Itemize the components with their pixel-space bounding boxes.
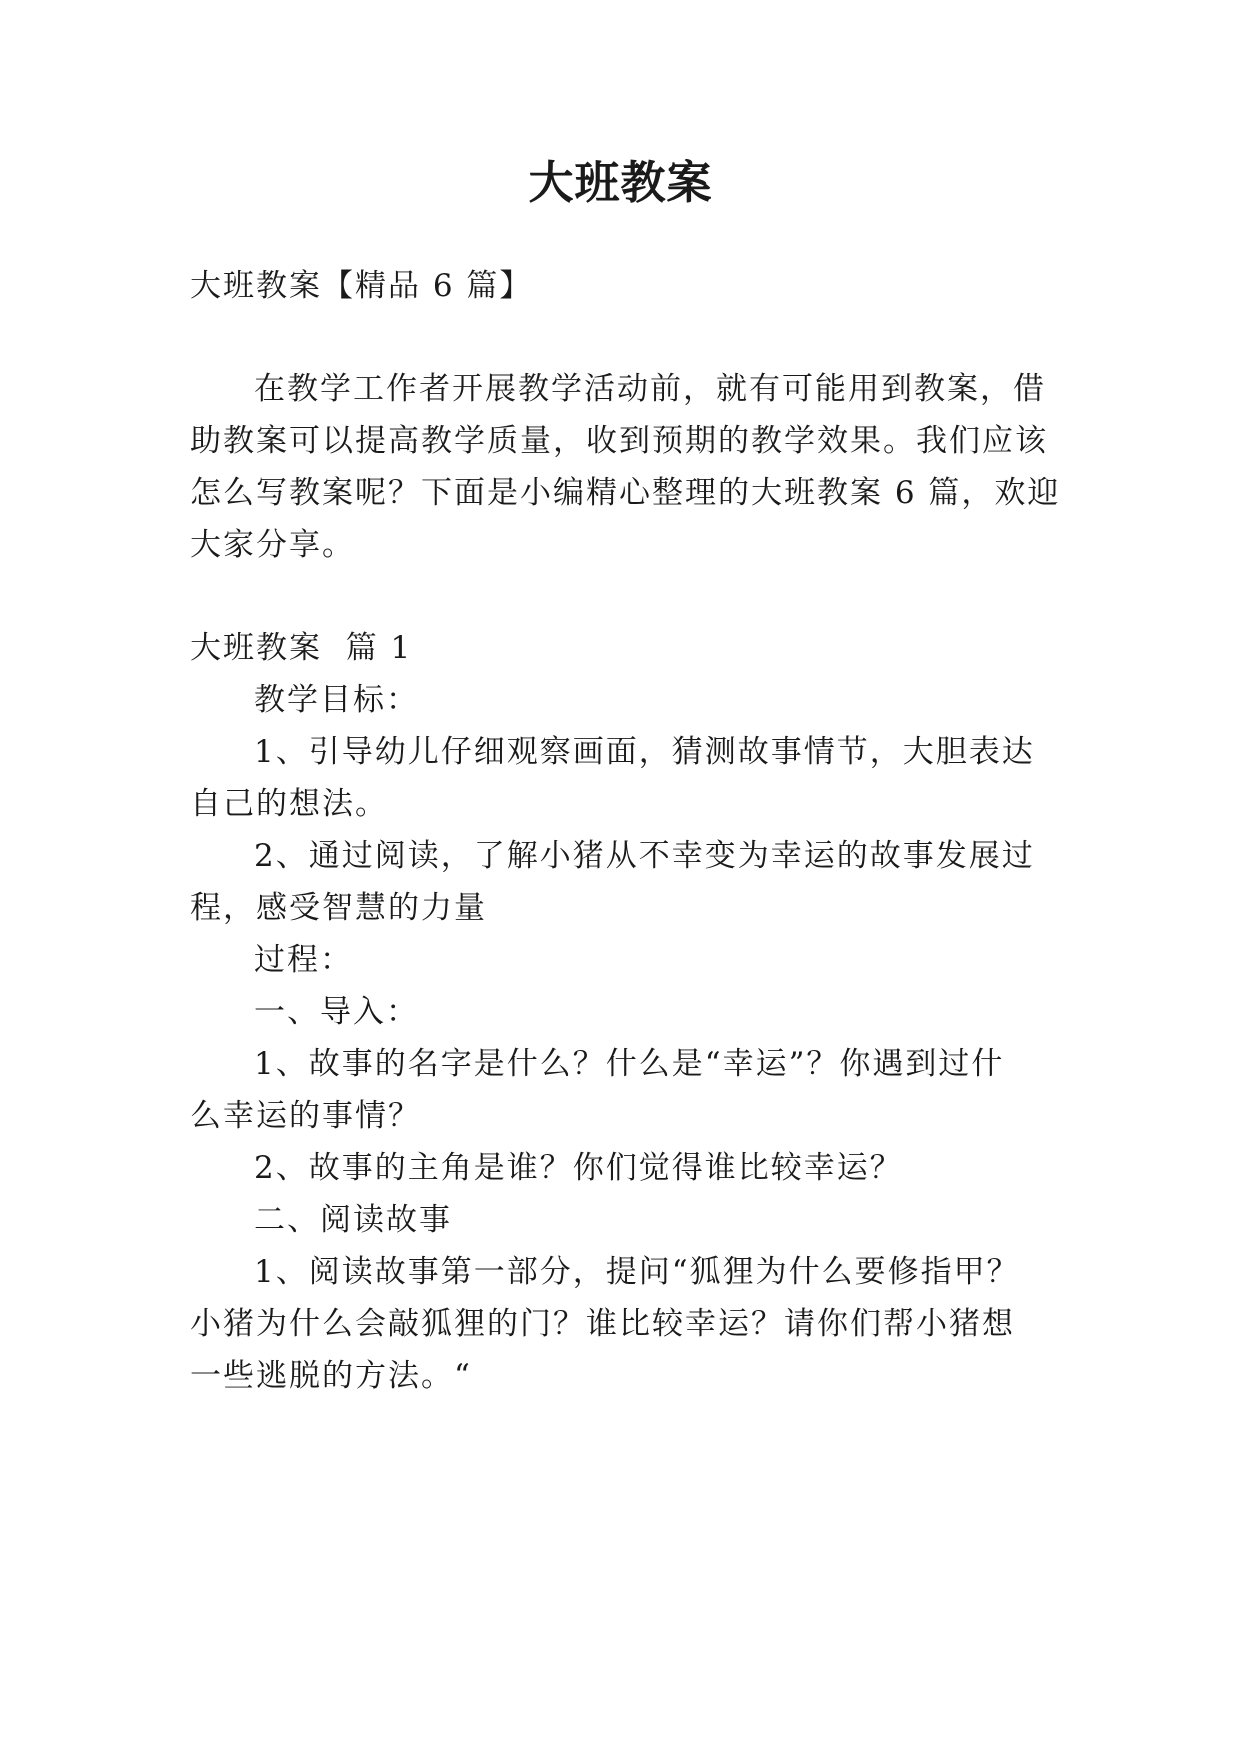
body-line: 程，感受智慧的力量 xyxy=(190,890,487,926)
body-line: 一些逃脱的方法。“ xyxy=(190,1358,472,1394)
document-subtitle: 大班教案【精品 6 篇】 xyxy=(190,268,533,304)
body-line: 么幸运的事情？ xyxy=(190,1098,421,1134)
body-line: 2、通过阅读，了解小猪从不幸变为幸运的故事发展过 xyxy=(254,838,1035,874)
intro-line: 大家分享。 xyxy=(190,527,355,563)
body-line: 过程： xyxy=(254,942,353,978)
body-line: 自己的想法。 xyxy=(190,786,388,822)
section-heading: 大班教案 篇 1 xyxy=(190,630,413,666)
intro-line: 助教案可以提高教学质量，收到预期的教学效果。我们应该 xyxy=(190,423,1048,459)
body-line: 2、故事的主角是谁？你们觉得谁比较幸运？ xyxy=(254,1150,903,1186)
body-line: 二、阅读故事 xyxy=(254,1202,452,1238)
intro-line: 怎么写教案呢？下面是小编精心整理的大班教案 6 篇，欢迎 xyxy=(190,475,1061,511)
body-line: 教学目标： xyxy=(254,682,419,718)
intro-line: 在教学工作者开展教学活动前，就有可能用到教案，借 xyxy=(254,371,1046,407)
body-line: 1、阅读故事第一部分，提问“狐狸为什么要修指甲？ xyxy=(254,1254,1020,1290)
body-line: 一、导入： xyxy=(254,994,419,1030)
body-line: 1、故事的名字是什么？什么是“幸运”？你遇到过什 xyxy=(254,1046,1005,1082)
body-line: 1、引导幼儿仔细观察画面，猜测故事情节，大胆表达 xyxy=(254,734,1035,770)
body-line: 小猪为什么会敲狐狸的门？谁比较幸运？请你们帮小猪想 xyxy=(190,1306,1015,1342)
document-title: 大班教案 xyxy=(528,156,713,209)
